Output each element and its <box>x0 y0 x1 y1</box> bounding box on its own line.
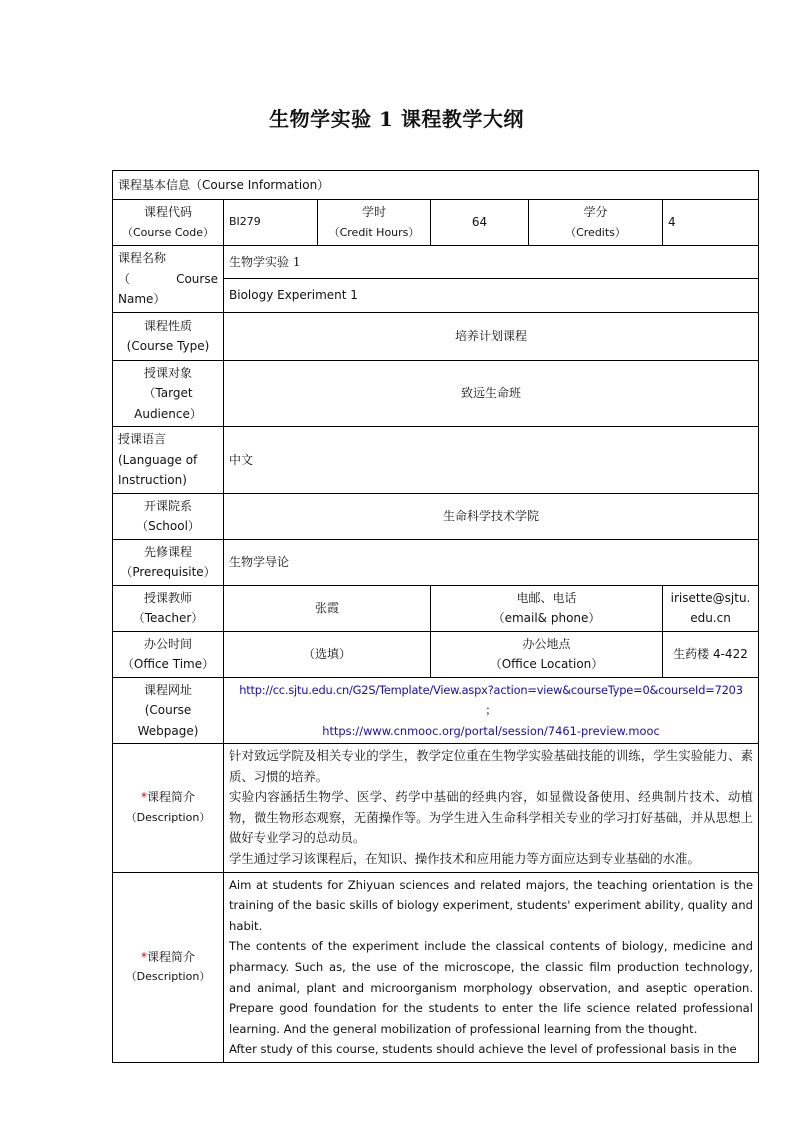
office-location-value: 生药楼 4-422 <box>663 631 759 677</box>
table-row <box>113 312 759 360</box>
prerequisite-label: 先修课程 （Prerequisite） <box>113 539 224 585</box>
description-cn-value <box>224 744 759 873</box>
teacher-label: 授课教师 （Teacher） <box>113 585 224 631</box>
description-en-value <box>224 872 759 1062</box>
school-label: 开课院系 （School） <box>113 493 224 539</box>
table-row <box>113 360 759 427</box>
prerequisite-value: 生物学导论 <box>224 539 759 585</box>
course-info-table <box>112 170 759 1063</box>
url-separator: ； <box>485 703 497 717</box>
course-name-en-value: Biology Experiment 1 <box>224 278 759 312</box>
contact-value: irisette@sjtu.edu.cn <box>663 585 759 631</box>
school-value: 生命科学技术学院 <box>224 493 759 539</box>
table-row <box>113 171 759 200</box>
course-code-value: BI279 <box>224 200 318 246</box>
credit-hours-value: 64 <box>431 200 529 246</box>
description-paragraph: 针对致远学院及相关专业的学生，教学定位重在生物学实验基础技能的训练，学生实验能力、素质、习惯的培养。 <box>229 748 753 784</box>
target-audience-value: 致远生命班 <box>224 360 759 427</box>
description-paragraph: 实验内容涵括生物学、医学、药学中基础的经典内容，如显微设备使用、经典制片技术、动植物，微生物形态观察，无菌操作等。为学生进入生命科学相关专业的学习打好基础，并从思想上做好专业学习的总动员。 <box>229 789 753 846</box>
table-row <box>113 493 759 539</box>
description-en-label: *课程简介 （Description） <box>113 872 224 1062</box>
description-paragraph: The contents of the experiment include the classical contents of biology, medicine and pharmacy. Such as, the use of the microscope, the classic film production technology, and animal, plant and microorganism morphology observation, and aseptic operation. Prepare good foundation for the students to enter the life science related professional learning. And the general mobilization of professional learning from the thought. <box>229 939 753 1036</box>
language-label: 授课语言 (Language of Instruction) <box>113 427 224 494</box>
mooc-url-link[interactable]: https://www.cnmooc.org/portal/session/7461-preview.mooc <box>322 723 660 738</box>
description-cn-label: *课程简介 （Description） <box>113 744 224 873</box>
course-name-cn-value: 生物学实验 1 <box>224 246 759 279</box>
office-time-value: （选填） <box>224 631 431 677</box>
description-paragraph: After study of this course, students should achieve the level of professional basis in the <box>229 1042 737 1057</box>
target-audience-label: 授课对象 （Target Audience） <box>113 360 224 427</box>
table-row <box>113 631 759 677</box>
credits-label: 学分 （Credits） <box>529 200 663 246</box>
course-url-link[interactable]: http://cc.sjtu.edu.cn/G2S/Template/View.aspx?action=view&courseType=0&courseId=7203 <box>239 682 743 697</box>
description-paragraph: 学生通过学习该课程后，在知识、操作技术和应用能力等方面应达到专业基础的水准。 <box>229 850 700 866</box>
required-asterisk: * <box>140 790 147 805</box>
course-type-value: 培养计划课程 <box>224 312 759 360</box>
table-row <box>113 246 759 279</box>
table-row <box>113 539 759 585</box>
office-time-label: 办公时间 （Office Time） <box>113 631 224 677</box>
course-code-label: 课程代码 （Course Code） <box>113 200 224 246</box>
table-row <box>113 427 759 494</box>
page-title: 生物学实验 1 课程教学大纲 <box>269 107 524 131</box>
course-info-header: 课程基本信息（Course Information） <box>113 171 759 200</box>
table-row <box>113 677 759 744</box>
description-paragraph: Aim at students for Zhiyuan sciences and related majors, the teaching orientation is the training of the basic skills of biology experiment, students' experiment ability, quality and habit. <box>229 877 753 933</box>
language-value: 中文 <box>224 427 759 494</box>
required-asterisk: * <box>140 949 147 964</box>
table-row <box>113 872 759 1062</box>
table-row <box>113 200 759 246</box>
credit-hours-label: 学时 （Credit Hours） <box>318 200 431 246</box>
course-name-label: 课程名称 （ Course Name） <box>113 246 224 313</box>
contact-label: 电邮、电话 （email& phone） <box>431 585 663 631</box>
table-row <box>113 744 759 873</box>
course-type-label: 课程性质 (Course Type) <box>113 312 224 360</box>
teacher-value: 张霞 <box>224 585 431 631</box>
webpage-value <box>224 677 759 744</box>
webpage-label: 课程网址 (Course Webpage) <box>113 677 224 744</box>
table-row <box>113 585 759 631</box>
office-location-label: 办公地点 （Office Location） <box>431 631 663 677</box>
credits-value: 4 <box>663 200 759 246</box>
